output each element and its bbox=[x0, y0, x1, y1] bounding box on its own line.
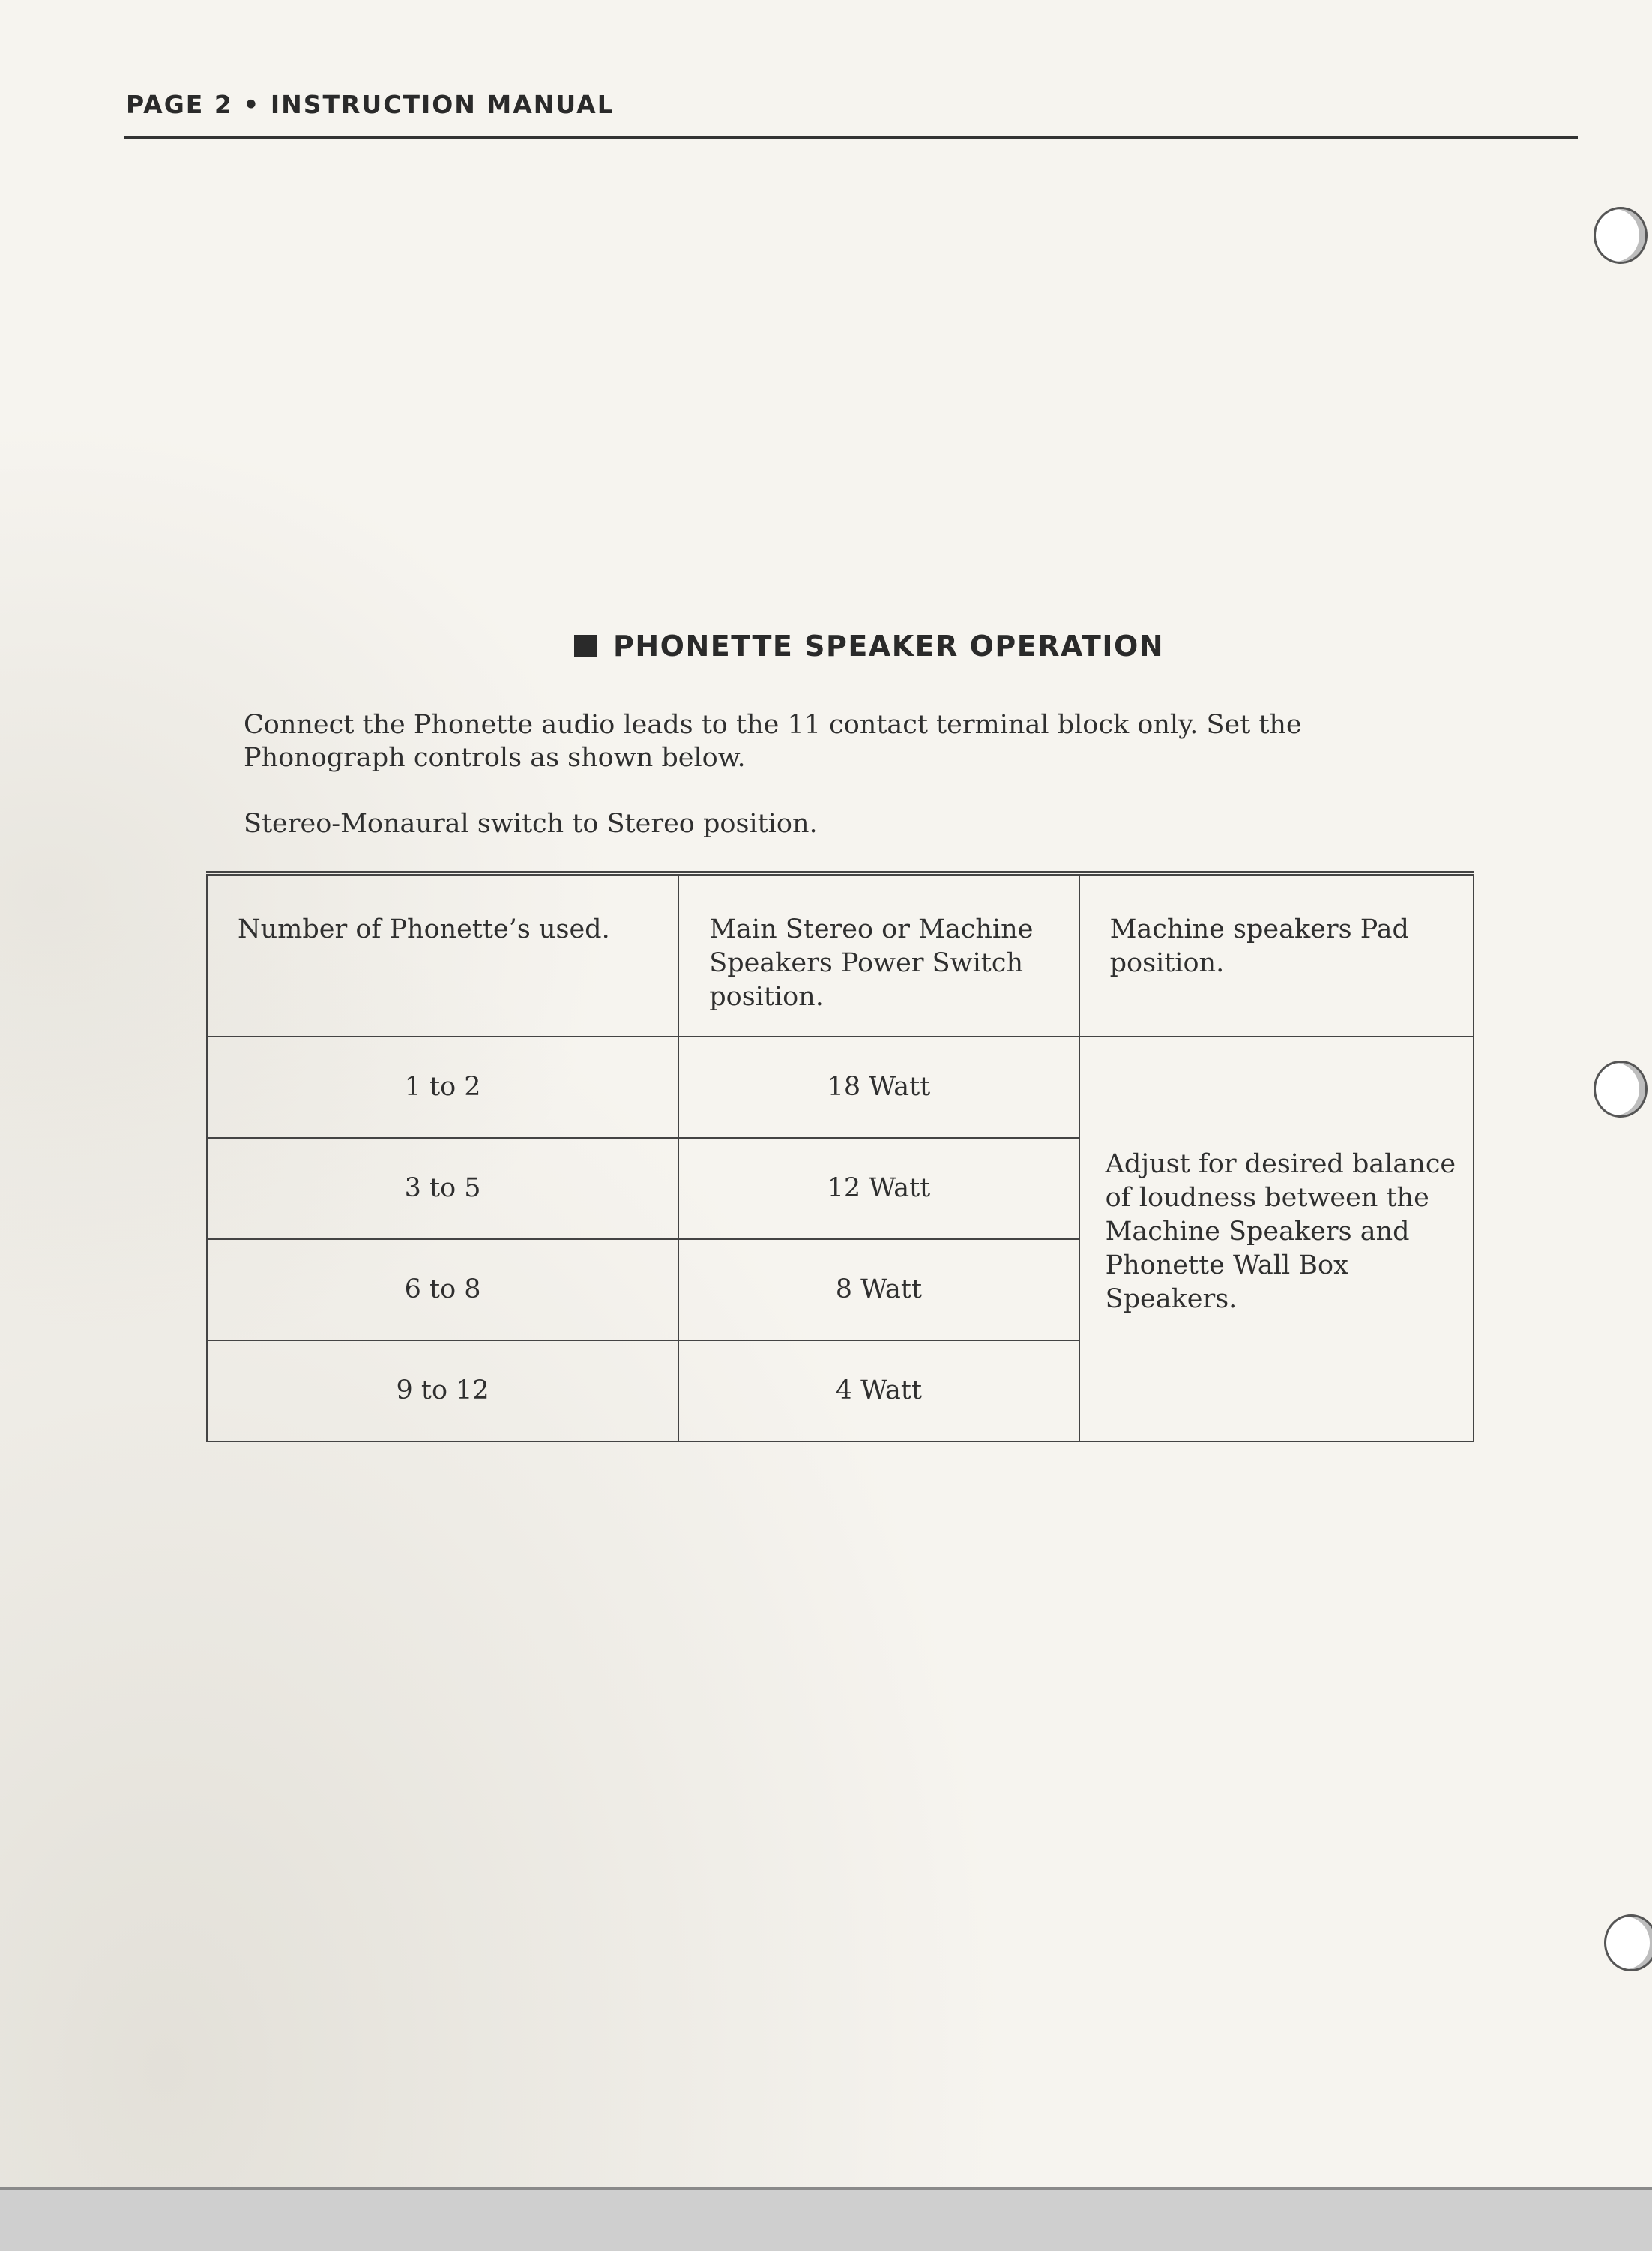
instruction-paragraph: Connect the Phonette audio leads to the 11 contact terminal block only. Set the Phonograph controls as shown below. bbox=[244, 710, 1302, 773]
square-bullet-icon bbox=[574, 635, 597, 657]
table-header-row bbox=[207, 873, 1474, 1037]
switch-instruction: Stereo-Monaural switch to Stereo position. bbox=[244, 809, 818, 839]
page-bottom-edge bbox=[0, 2187, 1652, 2251]
phonette-count-cell: 6 to 8 bbox=[207, 1239, 678, 1340]
pad-adjust-note: Adjust for desired balance of loudness between the Machine Speakers and Phonette Wall Box Speakers. bbox=[1079, 1037, 1474, 1441]
header-phonettes-used: Number of Phonette’s used. bbox=[207, 873, 678, 1037]
power-setting-cell: 12 Watt bbox=[678, 1138, 1079, 1239]
phonette-count-cell: 9 to 12 bbox=[207, 1340, 678, 1441]
power-setting-cell: 4 Watt bbox=[678, 1340, 1079, 1441]
binder-hole-top bbox=[1594, 207, 1648, 264]
power-setting-cell: 8 Watt bbox=[678, 1239, 1079, 1340]
phonette-count-cell: 3 to 5 bbox=[207, 1138, 678, 1239]
header-rule bbox=[124, 136, 1578, 139]
speaker-settings-table bbox=[206, 871, 1474, 1442]
header-power-switch: Main Stereo or Machine Speakers Power Switch position. bbox=[678, 873, 1079, 1037]
section-title bbox=[574, 630, 1164, 663]
binder-hole-bottom bbox=[1604, 1914, 1652, 1971]
section-title-text: PHONETTE SPEAKER OPERATION bbox=[613, 630, 1165, 663]
page-header: PAGE 2 • INSTRUCTION MANUAL bbox=[126, 90, 615, 119]
header-pad-position: Machine speakers Pad position. bbox=[1079, 873, 1474, 1037]
phonette-count-cell: 1 to 2 bbox=[207, 1037, 678, 1138]
power-setting-cell: 18 Watt bbox=[678, 1037, 1079, 1138]
table-row bbox=[207, 1037, 1474, 1138]
binder-hole-middle bbox=[1594, 1061, 1648, 1118]
